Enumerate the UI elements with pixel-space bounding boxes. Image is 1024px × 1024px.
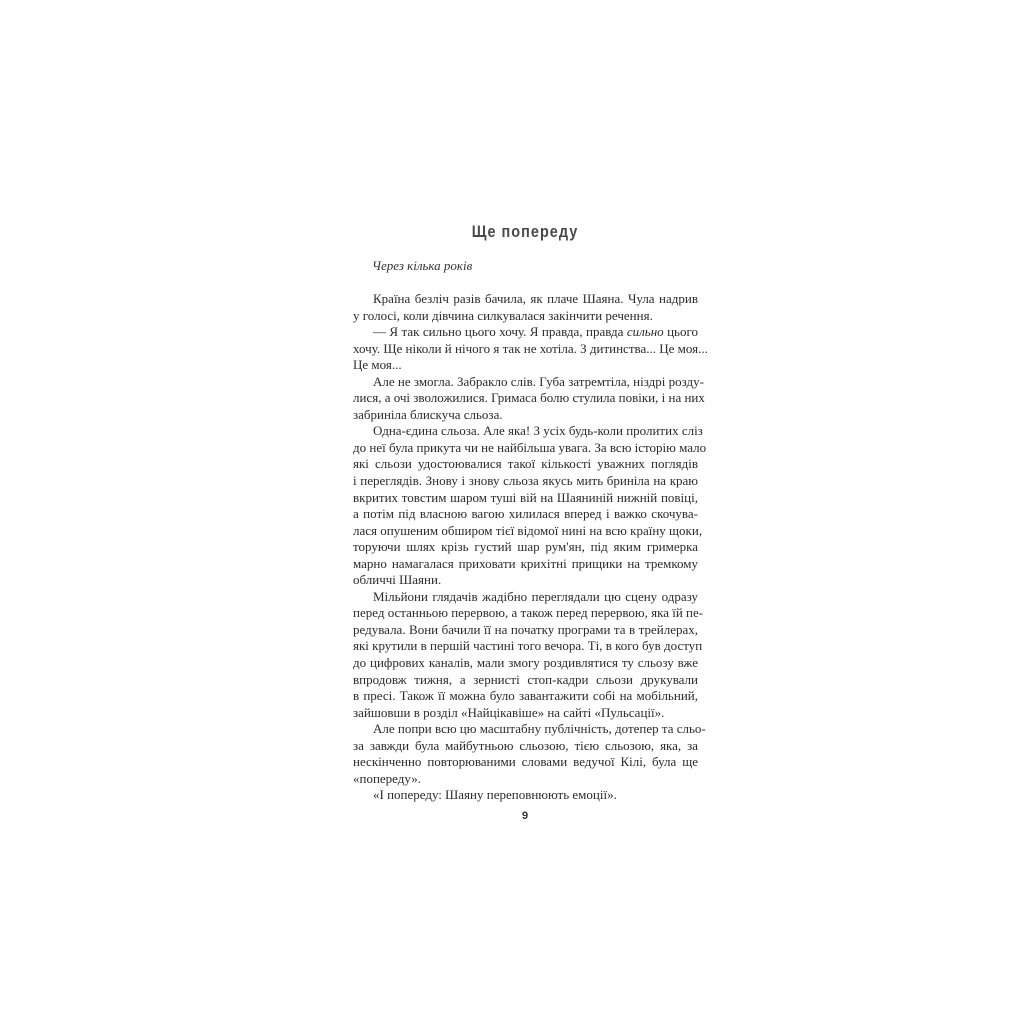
text-line: «І попереду: Шаяну переповнюють емоції». xyxy=(373,787,617,803)
text-line: забриніла блискуча сльоза. xyxy=(353,406,503,422)
text-line: за завжди була майбутньою сльозою, тією сльозою, яка, за xyxy=(353,737,698,753)
text-line: Але попри всю цю масштабну публічність, дотепер та сльо- xyxy=(373,721,706,737)
text-line: «попереду». xyxy=(353,770,421,786)
text-line: торуючи шлях крізь густий шар рум'ян, під яким гримерка xyxy=(353,539,698,555)
text-line: лася опушеним обширом тієї відомої нині на всю країну щоки, xyxy=(353,522,703,538)
text-line: марно намагалася приховати крихітні прищики на тремкому xyxy=(353,555,698,571)
paragraph xyxy=(353,291,698,324)
text-line: в пресі. Також її можна було завантажити собі на мобільний, xyxy=(353,688,698,704)
paragraph xyxy=(353,423,707,588)
chapter-subtitle: Через кілька років xyxy=(372,258,473,273)
paragraph xyxy=(353,721,706,787)
text-line: до цифрових каналів, мали змогу роздивлятися ту сльозу вже xyxy=(353,655,698,671)
text-line: які сльози удостоювалися такої кількості уважних поглядів xyxy=(353,456,698,472)
text-line xyxy=(353,324,698,341)
paragraph xyxy=(353,324,708,374)
emphasized-word: сильно xyxy=(626,324,664,340)
text-line: і переглядів. Знову і знову сльоза якусь мить бриніла на краю xyxy=(353,473,698,489)
text-line: хочу. Ще ніколи й нічого я так не хотіла. З дитинства... Це моя... xyxy=(353,340,708,356)
text-line: до неї була прикута чи не найбільша увага. За всю історію мало xyxy=(353,439,707,455)
text-line: нескінченно повторюваними словами ведучої Кілі, була ще xyxy=(353,754,698,770)
text-segment: — Я так сильно цього хочу. Я правда, правда xyxy=(373,324,627,340)
text-line: обличчі Шаяни. xyxy=(353,572,442,588)
chapter-title: Ще попереду xyxy=(471,222,579,241)
text-line: Країна безліч разів бачила, як плаче Шаяна. Чула надрив xyxy=(373,291,698,306)
page-number: 9 xyxy=(521,810,529,822)
paragraph xyxy=(353,787,698,804)
text-line: перед останньою перервою, а також перед перервою, яка їй пе- xyxy=(353,605,704,621)
paragraph xyxy=(353,588,704,721)
text-line: лися, а очі зволожилися. Гримаса болю стулила повіки, і на них xyxy=(353,390,705,406)
text-line: а потім під власною вагою хилилася вперед і важко скочува- xyxy=(353,506,698,522)
body-text xyxy=(353,291,708,804)
text-line: Але не змогла. Забракло слів. Губа затремтіла, ніздрі розду- xyxy=(373,373,704,389)
text-line: вкритих товстим шаром туші вій на Шаяниній нижній повіці, xyxy=(353,489,698,505)
text-line: Одна-єдина сльоза. Але яка! З усіх будь-коли пролитих сліз xyxy=(373,423,703,439)
text-line: які крутили в першій частині того вечора. Ті, в кого був доступ xyxy=(353,638,703,654)
text-line: впродовж тижня, а зернисті стоп-кадри сльози друкували xyxy=(353,671,698,687)
text-line: зайшовши в розділ «Найцікавіше» на сайті «Пульсації». xyxy=(353,704,665,720)
paragraph xyxy=(353,373,705,424)
text-line: Це моя... xyxy=(353,357,402,373)
text-line: Мільйони глядачів жадібно переглядали цю сцену одразу xyxy=(373,588,698,604)
text-line: редувала. Вони бачили її на початку програми та в трейлерах, xyxy=(353,621,698,637)
text-line: у голосі, коли дівчина силкувалася закінчити речення. xyxy=(353,307,653,323)
text-segment: цього xyxy=(663,324,698,340)
